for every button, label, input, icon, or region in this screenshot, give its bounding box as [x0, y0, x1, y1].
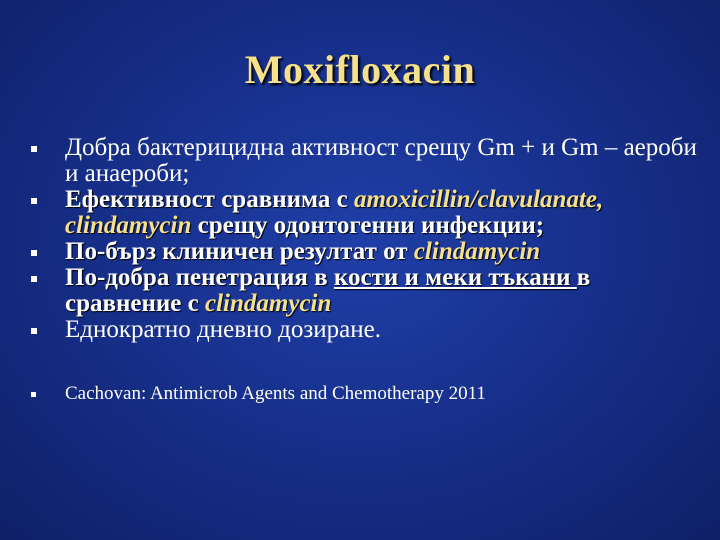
drug-name: clindamycin [413, 238, 541, 265]
square-bullet-icon [31, 328, 37, 334]
bullet-item-reference [28, 383, 708, 405]
drug-name: clindamycin [205, 290, 332, 317]
underlined-text: кости и меки тъкани [333, 264, 577, 291]
square-bullet-icon [31, 198, 37, 204]
square-bullet-icon [31, 392, 36, 397]
bullet-list [28, 130, 708, 405]
square-bullet-icon [31, 276, 37, 282]
bullet-item-dosing [28, 317, 708, 343]
bullet-item-faster-result [28, 239, 708, 265]
bullet-text: По-добра пенетрация в [65, 264, 334, 291]
bullet-text: Ефективност сравнима с [65, 186, 354, 213]
slide-title: Moxifloxacin [244, 47, 476, 92]
square-bullet-icon [31, 250, 37, 256]
bullet-text: Добра бактерицидна активност срещу Gm + и Gm – аероби и анаероби; [65, 134, 697, 187]
reference-text: Cachovan: Antimicrob Agents and Chemotherapy 2011 [65, 383, 486, 404]
bullet-item-efficacy [28, 187, 708, 239]
bullet-text: Еднократно дневно дозиране. [65, 316, 381, 343]
bullet-text-continuation: срещу одонтогенни инфекции; [191, 212, 545, 239]
square-bullet-icon [31, 146, 37, 152]
bullet-text: По-бърз клиничен резултат от [65, 238, 414, 265]
drug-names: amoxicillin/clavulanate, clindamycin [65, 186, 604, 239]
bullet-item-penetration [28, 265, 708, 317]
bullet-text-continuation: в сравнение с [65, 264, 591, 317]
bullet-item-bactericidal [28, 135, 708, 187]
